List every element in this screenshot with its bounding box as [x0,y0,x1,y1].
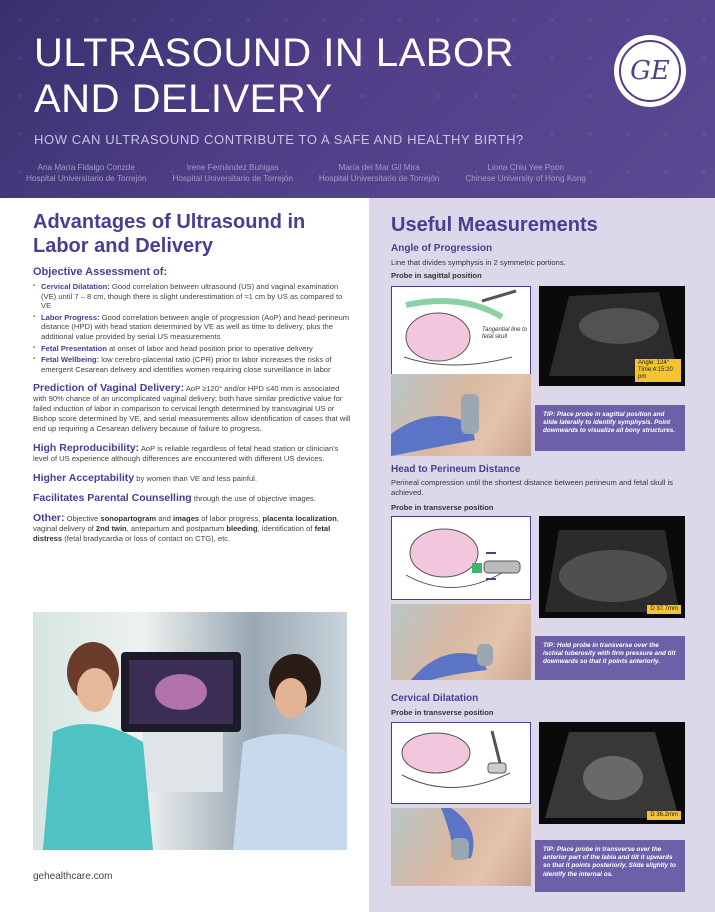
cd-tip: TIP: Place probe in transverse over the anterior part of the labia and tilt it upwards so that it points posteriorly. Slide slightly to identify the internal os. [535,840,685,892]
list-item [33,313,353,342]
aop-description: Line that divides symphysis in 2 symmetric portions. [391,258,566,267]
us-measurement-label: D 36.2mm [647,811,681,820]
us-scan-fan [539,722,685,824]
hpd-diagram [391,516,531,600]
para-bold: 2nd twin [95,524,127,534]
objective-list [33,282,353,374]
us-measurement-label: Angle: 124° Time:4:15:20 pm [635,359,681,382]
author [26,162,146,184]
bullet-text: Good correlation between angle of progression (AoP) and head-perineum distance (HPD) with head station determined by VE as well as time to delivery, plus the additional value provided by serial US measurements [41,312,350,341]
aop-tip: TIP: Place probe in sagittal position and slide laterally to identify symphysis. Point downwards to visualize all bony structures. [535,405,685,451]
hpd-probe-photo [391,604,531,680]
cd-diagram-drawing [392,723,529,802]
aop-probe-position: Probe in sagittal position [391,271,482,280]
author-affiliation: Chinese University of Hong Kong [465,174,586,183]
author-name: Irene Fernández Buhigas [186,163,279,172]
hpd-description: Perineal compression until the shortest distance between perineum and fetal skull is achieved. [391,478,673,497]
cd-diagram [391,722,531,804]
bullet-label: Fetal Presentation [41,343,107,353]
reproducibility-paragraph [33,443,353,464]
para-bold: sonopartogram [100,514,157,524]
clinician-face [77,668,113,712]
cd-probe-photo [391,808,531,886]
para-lead: Facilitates Parental Counselling [33,492,192,505]
author-list [26,162,586,184]
measurements-column [369,198,715,912]
author [465,162,586,184]
hpd-ultrasound-image [539,516,685,618]
us-scan-fan [539,516,685,618]
clinic-photo [33,612,347,850]
cd-heading: Cervical Dilatation [391,693,479,704]
author-affiliation: Hospital Universitario de Torrejón [318,174,440,183]
para-lead: High Reproducibility: [33,442,140,455]
ge-logo [614,35,686,107]
website-url: gehealthcare.com [33,871,113,882]
para-text: AoP is reliable regardless of fetal head station or clinician's level of US experience although differences are encountered with different US devices. [33,444,339,464]
list-item [33,282,353,311]
us-measurement-label: D 37.7mm [647,605,681,614]
aop-probe-photo [391,374,531,456]
diagram-label: Tangential line to fetal skull [482,327,528,340]
objective-heading: Objective Assessment of: [33,266,168,278]
bullet-text: low cerebro-placental ratio (CPR) prior to labor increases the risks of emergent Cesarean delivery and identifies women requiring close surveillance in labor [41,355,332,374]
para-text: (fetal bradycardia or loss of contact on CTG), etc. [62,534,231,544]
patient-gown [233,734,347,850]
advantages-column [33,210,353,544]
bullet-text: Good correlation between ultrasound (US) and vaginal examination (VE) until 7 – 8 cm, though there is slight underestimation of ≈1 cm by US as compared to VE [41,282,343,311]
ge-monogram: GE [619,40,681,102]
other-paragraph [33,513,353,544]
hpd-diagram-drawing [392,517,529,598]
page-title: ULTRASOUND IN LABOR AND DELIVERY [34,31,514,121]
clinic-illustration [33,612,347,850]
author-name: María del Mar Gil Mira [338,163,420,172]
para-bold: bleeding [226,524,258,534]
author [319,162,439,184]
list-item [33,344,353,354]
author-name: Liona Chiu Yee Poon [487,163,564,172]
header-banner [0,0,715,198]
aop-diagram [391,286,531,376]
para-text: AoP ≥120° and/or HPD ≤40 mm is associated with 90% chance of an uncomplicated vaginal delivery; both have similar predictive value for failed induction of labor in comparison to cervical length determined by transvaginal US or Bishop score determined by VE, and serial measurements allow identification of cases that will end up requiring a Cesarean delivery because of failure to progress. [33,384,351,434]
para-bold: fetal distress [33,524,331,544]
counselling-paragraph [33,493,353,504]
acceptability-paragraph [33,473,353,484]
para-text: , identification of [257,524,315,534]
para-text: , antepartum and postpartum [126,524,227,534]
gloved-hand [391,808,531,886]
cd-probe-position: Probe in transverse position [391,708,494,717]
ultrasound-console [143,732,223,792]
fetus-render [155,674,207,710]
clinician-scrubs [43,724,153,850]
hpd-tip: TIP: Hold probe in transverse over the ischial tuberosity with firm pressure and tilt downwards so that it points anteriorly. [535,636,685,680]
author-affiliation: Hospital Universitario de Torrejón [172,174,293,183]
aop-ultrasound-image [539,286,685,386]
para-text: by women than VE and less painful. [134,474,257,484]
author [172,162,292,184]
patient-face [275,678,307,718]
gloved-hand [391,374,531,456]
bullet-label: Fetal Wellbeing: [41,355,100,365]
para-text: , vaginal delivery of [33,514,339,534]
prediction-paragraph [33,383,353,434]
list-item [33,355,353,374]
bullet-label: Labor Progress: [41,312,100,322]
gloved-hand [391,604,531,680]
para-text: Objective [64,514,101,524]
aop-heading: Angle of Progression [391,243,493,254]
measurements-heading: Useful Measurements [391,214,598,236]
hpd-heading: Head to Perineum Distance [391,464,521,475]
para-lead: Prediction of Vaginal Delivery: [33,382,185,395]
bullet-text: at onset of labor and head position prior to operative delivery [106,343,313,353]
advantages-heading: Advantages of Ultrasound in Labor and Delivery [33,211,306,257]
para-text: of labor progress, [199,514,263,524]
cd-ultrasound-image [539,722,685,824]
bullet-label: Cervical Dilatation: [41,282,110,291]
para-bold: placenta localization [262,514,337,524]
author-name: Ana María Fidalgo Conzde [37,163,135,172]
para-text: and [156,514,173,524]
para-text: through the use of objective images. [191,494,316,504]
para-lead: Other: [33,512,65,525]
para-bold: images [172,514,200,524]
author-affiliation: Hospital Universitario de Torrejón [26,174,147,183]
page-subtitle: HOW CAN ULTRASOUND CONTRIBUTE TO A SAFE AND HEALTHY BIRTH? [34,132,524,147]
hpd-probe-position: Probe in transverse position [391,503,494,512]
para-lead: Higher Acceptability [33,472,135,485]
